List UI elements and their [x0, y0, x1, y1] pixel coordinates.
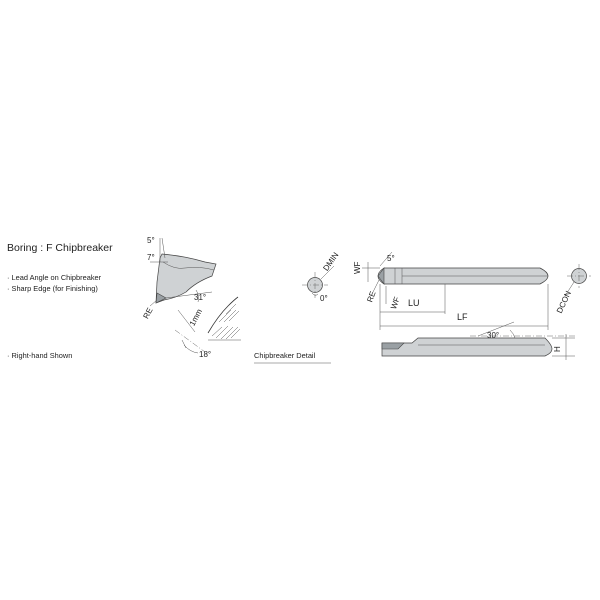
detail-caption: Chipbreaker Detail — [254, 351, 316, 360]
chipbreaker-detail — [141, 236, 241, 359]
center-line-18 — [175, 330, 205, 352]
label-30deg: 30° — [487, 331, 500, 340]
drawing-title: Boring : F Chipbreaker — [7, 242, 113, 254]
arc-18 — [184, 345, 198, 353]
feature-sharp-edge: · Sharp Edge (for Finishing) — [7, 284, 98, 293]
side-view — [353, 252, 548, 330]
label-wf-bottom: WF — [389, 295, 402, 311]
plan-shank — [382, 338, 552, 356]
dcon-view — [555, 264, 591, 315]
label-7deg-detail: 7° — [147, 253, 155, 262]
workpiece-edge — [208, 297, 238, 333]
label-1mm: 1mm — [187, 307, 205, 328]
plan-view — [382, 322, 575, 360]
label-lu: LU — [408, 298, 420, 308]
feature-lead-angle: · Lead Angle on Chipbreaker — [7, 273, 102, 282]
label-18deg: 18° — [199, 350, 212, 359]
insert-tip — [156, 254, 216, 303]
tick-18 — [182, 340, 186, 348]
label-0deg: 0° — [320, 294, 328, 303]
label-h: H — [553, 346, 562, 352]
workpiece-hatch — [212, 304, 240, 339]
label-5deg-tool: 5° — [387, 254, 395, 263]
label-5deg-detail: 5° — [147, 236, 155, 245]
label-re-detail: RE — [141, 306, 155, 321]
label-wf-top: WF — [353, 261, 362, 274]
label-dcon: DCON — [554, 289, 574, 315]
label-re-tool: RE — [365, 289, 378, 304]
label-dmin: DMIN — [321, 250, 341, 273]
label-lf: LF — [457, 312, 468, 322]
arc-30 — [510, 330, 515, 338]
hand-note: · Right-hand Shown — [7, 351, 73, 360]
label-31deg: 31° — [194, 293, 207, 302]
end-view — [302, 251, 341, 303]
